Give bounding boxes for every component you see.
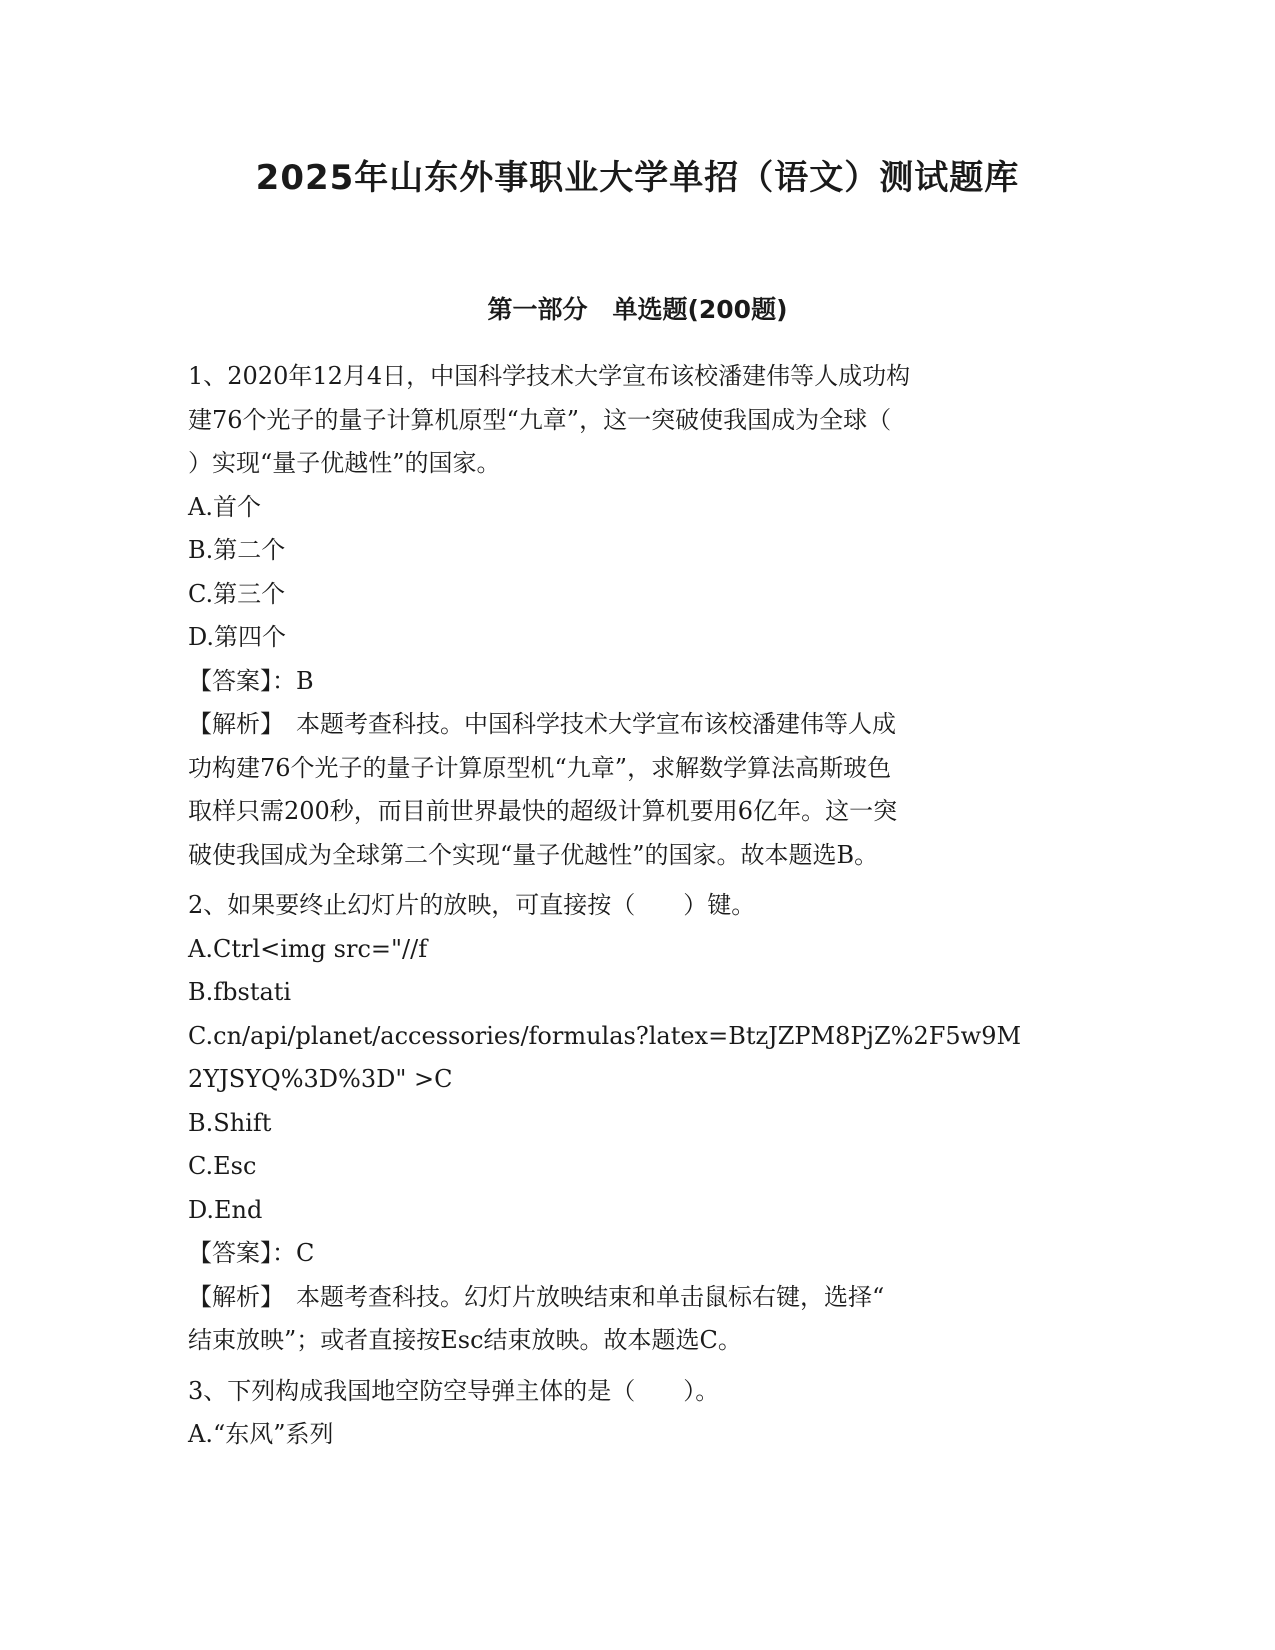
option-b: B.fbstati [188,978,292,1006]
question-3 [188,1370,1088,1457]
option-d: D.第四个 [188,623,287,651]
option-a: A.Ctrl<img src="//f [188,934,428,963]
question-spacer [188,877,1088,884]
option-c: C.第三个 [188,579,286,608]
analysis-line: 【解析】 本题考查科技。中国科学技术大学宣布该校潘建伟等人成 [188,710,896,738]
question-stem-line: 建76个光子的量子计算机原型“九章”，这一突破使我国成为全球（ [188,405,892,434]
question-1 [188,355,1088,877]
option-c: C.Esc [188,1152,257,1180]
question-stem-line: 3、下列构成我国地空防空导弹主体的是（ ）。 [188,1376,720,1405]
answer-line: 【答案】：B [188,666,314,695]
answer-line: 【答案】：C [188,1239,315,1267]
question-2 [188,884,1088,1363]
option-a: A.首个 [188,492,261,521]
option-continuation: 2YJSYQ%3D%3D" >C [188,1065,453,1093]
question-stem-line: 2、如果要终止幻灯片的放映，可直接按（ ）键。 [188,891,756,919]
question-stem-line: ）实现“量子优越性”的国家。 [188,449,501,477]
analysis-line: 【解析】 本题考查科技。幻灯片放映结束和单击鼠标右键，选择“ [188,1282,885,1311]
question-list [188,355,1088,1457]
section-title: 第一部分 单选题(200题) [487,295,788,324]
document-title: 2025年山东外事职业大学单招（语文）测试题库 [255,158,1020,198]
option-a: A.“东风”系列 [188,1420,334,1448]
analysis-line: 破使我国成为全球第二个实现“量子优越性”的国家。故本题选B。 [188,840,879,869]
analysis-line: 取样只需200秒，而目前世界最快的超级计算机要用6亿年。这一突 [188,797,898,825]
question-spacer [188,1363,1088,1370]
analysis-line: 功构建76个光子的量子计算原型机“九章”，求解数学算法高斯玻色 [188,753,892,782]
analysis-line: 结束放映”；或者直接按Esc结束放映。故本题选C。 [188,1326,742,1354]
option-b: B.Shift [188,1108,272,1137]
option-d: D.End [188,1195,263,1224]
question-stem-line: 1、2020年12月4日，中国科学技术大学宣布该校潘建伟等人成功构 [188,362,911,390]
option-b: B.第二个 [188,536,286,564]
option-c: C.cn/api/planet/accessories/formulas?latex=BtzJZPM8PjZ%2F5w9M [188,1021,1022,1050]
